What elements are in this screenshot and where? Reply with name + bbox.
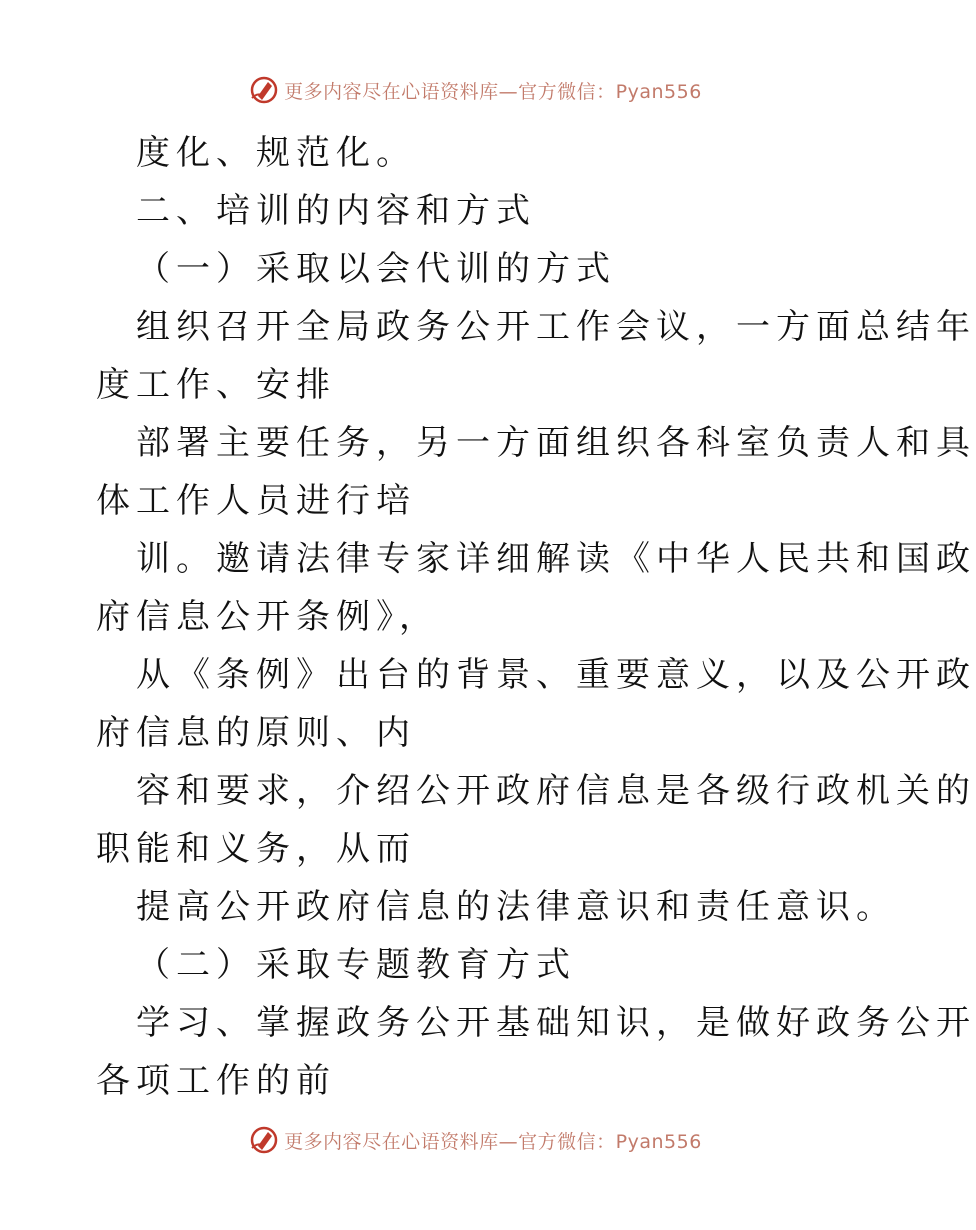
footer-banner-text: 更多内容尽在心语资料库—官方微信：Pyan556 <box>284 1130 702 1153</box>
body-line: 组织召开全局政务公开工作会议，一方面总结年 <box>136 307 976 347</box>
body-line: 容和要求，介绍公开政府信息是各级行政机关的 <box>136 771 976 811</box>
header-banner <box>0 70 950 110</box>
body-line: 提高公开政府信息的法律意识和责任意识。 <box>136 887 896 927</box>
body-line: 度化、规范化。 <box>136 133 416 173</box>
body-line: 体工作人员进行培 <box>96 481 416 521</box>
body-line: 府信息的原则、内 <box>96 713 416 753</box>
body-line: 从《条例》出台的背景、重要意义，以及公开政 <box>136 655 976 695</box>
pen-nib-icon <box>248 1124 280 1156</box>
body-line: 各项工作的前 <box>96 1061 336 1101</box>
body-line: 部署主要任务，另一方面组织各科室负责人和具 <box>136 423 976 463</box>
document-body <box>96 124 976 1110</box>
body-line: 度工作、安排 <box>96 365 336 405</box>
subsection-heading: （一）采取以会代训的方式 <box>136 249 616 289</box>
subsection-heading: （二）采取专题教育方式 <box>136 945 576 985</box>
pen-nib-icon <box>248 74 280 106</box>
header-banner-text: 更多内容尽在心语资料库—官方微信：Pyan556 <box>284 80 702 103</box>
body-line: 职能和义务，从而 <box>96 829 416 869</box>
footer-banner <box>0 1120 950 1160</box>
body-line: 学习、掌握政务公开基础知识，是做好政务公开 <box>136 1003 976 1043</box>
section-heading: 二、培训的内容和方式 <box>136 191 536 231</box>
body-line: 府信息公开条例》， <box>96 597 439 637</box>
body-line: 训。邀请法律专家详细解读《中华人民共和国政 <box>136 539 976 579</box>
